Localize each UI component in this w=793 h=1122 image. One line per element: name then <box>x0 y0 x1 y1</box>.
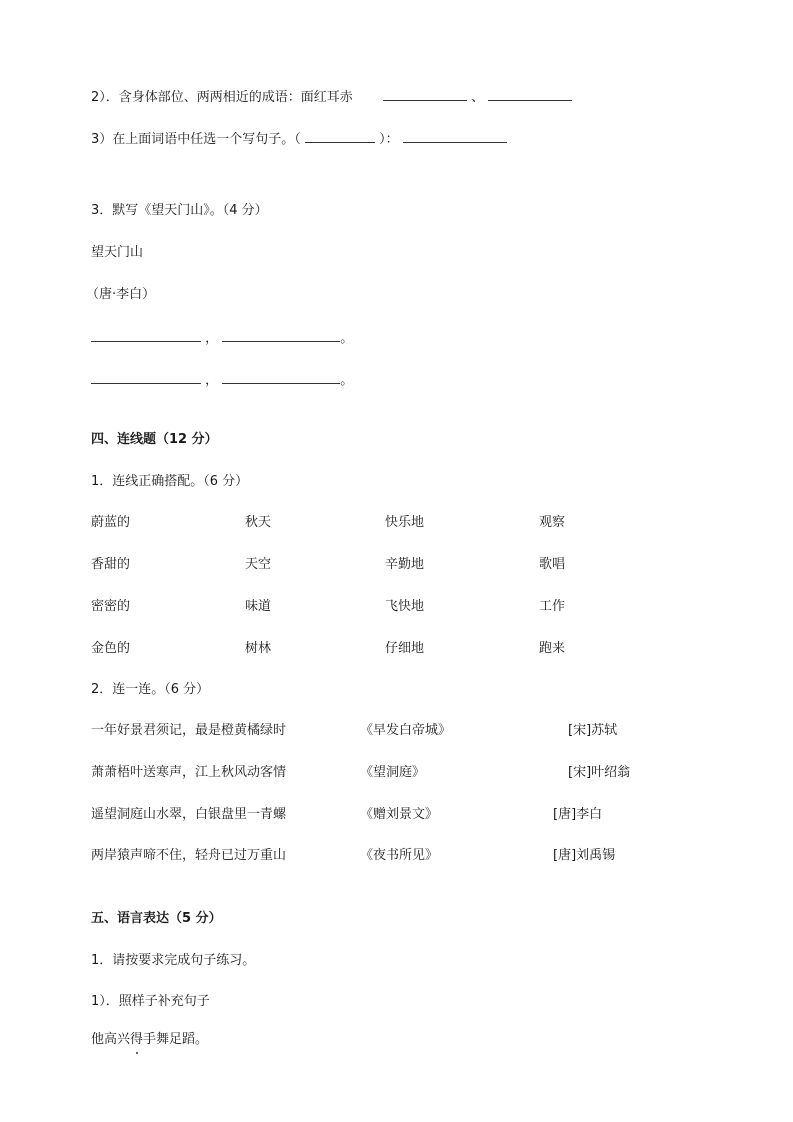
example-before: 他高兴 <box>91 1032 131 1047</box>
poem-author: （唐·李白） <box>86 287 156 302</box>
sentence-blank[interactable] <box>403 130 507 143</box>
section-5-q1-heading: 1．请按要求完成句子练习。 <box>91 953 256 968</box>
match-item[interactable]: 密密的 <box>91 599 131 614</box>
match-item[interactable]: 仔细地 <box>385 641 425 656</box>
match-item[interactable]: 歌唱 <box>539 557 566 572</box>
match-item[interactable]: 跑来 <box>539 641 566 656</box>
example-sentence <box>91 1031 208 1049</box>
poet-item[interactable]: [唐]李白 <box>553 807 603 822</box>
example-after: 手舞足蹈。 <box>143 1032 209 1047</box>
answer-blank-2[interactable] <box>488 88 572 101</box>
question-idioms <box>91 88 572 107</box>
match-item[interactable]: 观察 <box>539 515 566 530</box>
poem-title: 望天门山 <box>91 245 144 260</box>
match-item[interactable]: 飞快地 <box>385 599 425 614</box>
match-item[interactable]: 秋天 <box>245 515 272 530</box>
question-sentence-middle: ）： <box>379 132 399 147</box>
poem-line-2 <box>91 371 353 390</box>
question-sentence-text: 3）在上面词语中任选一个写句子。（ <box>91 132 301 147</box>
matching-q2-heading: 2．连一连。（6 分） <box>91 682 210 697</box>
section-5-sub1-heading: 1）．照样子补充句子 <box>91 994 210 1009</box>
verse-item[interactable]: 萧萧梧叶送寒声，江上秋风动客情 <box>91 765 287 780</box>
poem-title-item[interactable]: 《早发白帝城》 <box>360 723 452 738</box>
matching-q1-heading: 1．连线正确搭配。（6 分） <box>91 474 249 489</box>
match-item[interactable]: 快乐地 <box>385 515 425 530</box>
comma: ， <box>205 373 219 388</box>
poem-question-heading: 3．默写《望天门山》。（4 分） <box>91 203 268 218</box>
match-item[interactable]: 味道 <box>245 599 272 614</box>
emphasized-char: 得 <box>130 1032 144 1047</box>
poem-title-item[interactable]: 《望洞庭》 <box>360 765 426 780</box>
verse-item[interactable]: 遥望洞庭山水翠，白银盘里一青螺 <box>91 807 287 822</box>
match-item[interactable]: 金色的 <box>91 641 131 656</box>
question-sentence <box>91 130 507 149</box>
period: 。 <box>340 331 354 346</box>
section-5-heading: 五、语言表达（5 分） <box>91 911 222 926</box>
comma: ， <box>205 331 219 346</box>
verse-item[interactable]: 两岸猿声啼不住，轻舟已过万重山 <box>91 848 287 863</box>
poem-blank-1a[interactable] <box>91 329 201 342</box>
poem-title-item[interactable]: 《夜书所见》 <box>360 848 439 863</box>
section-4-heading: 四、连线题（12 分） <box>91 432 218 447</box>
match-item[interactable]: 蔚蓝的 <box>91 515 131 530</box>
poem-blank-2a[interactable] <box>91 371 201 384</box>
separator: 、 <box>471 90 485 105</box>
match-item[interactable]: 天空 <box>245 557 272 572</box>
poem-blank-1b[interactable] <box>222 329 340 342</box>
match-item[interactable]: 辛勤地 <box>385 557 425 572</box>
poet-item[interactable]: [唐]刘禹锡 <box>553 848 616 863</box>
match-item[interactable]: 树林 <box>245 641 272 656</box>
poet-item[interactable]: [宋]苏轼 <box>568 723 618 738</box>
answer-blank-1[interactable] <box>383 88 467 101</box>
poem-line-1 <box>91 329 353 348</box>
poem-title-item[interactable]: 《赠刘景文》 <box>360 807 439 822</box>
match-item[interactable]: 香甜的 <box>91 557 131 572</box>
verse-item[interactable]: 一年好景君须记，最是橙黄橘绿时 <box>91 723 287 738</box>
word-choice-blank[interactable] <box>305 130 375 143</box>
poet-item[interactable]: [宋]叶绍翁 <box>568 765 631 780</box>
poem-blank-2b[interactable] <box>222 371 340 384</box>
question-idioms-text: 2）．含身体部位、两两相近的成语：面红耳赤 <box>91 90 353 105</box>
match-item[interactable]: 工作 <box>539 599 566 614</box>
period: 。 <box>340 373 354 388</box>
